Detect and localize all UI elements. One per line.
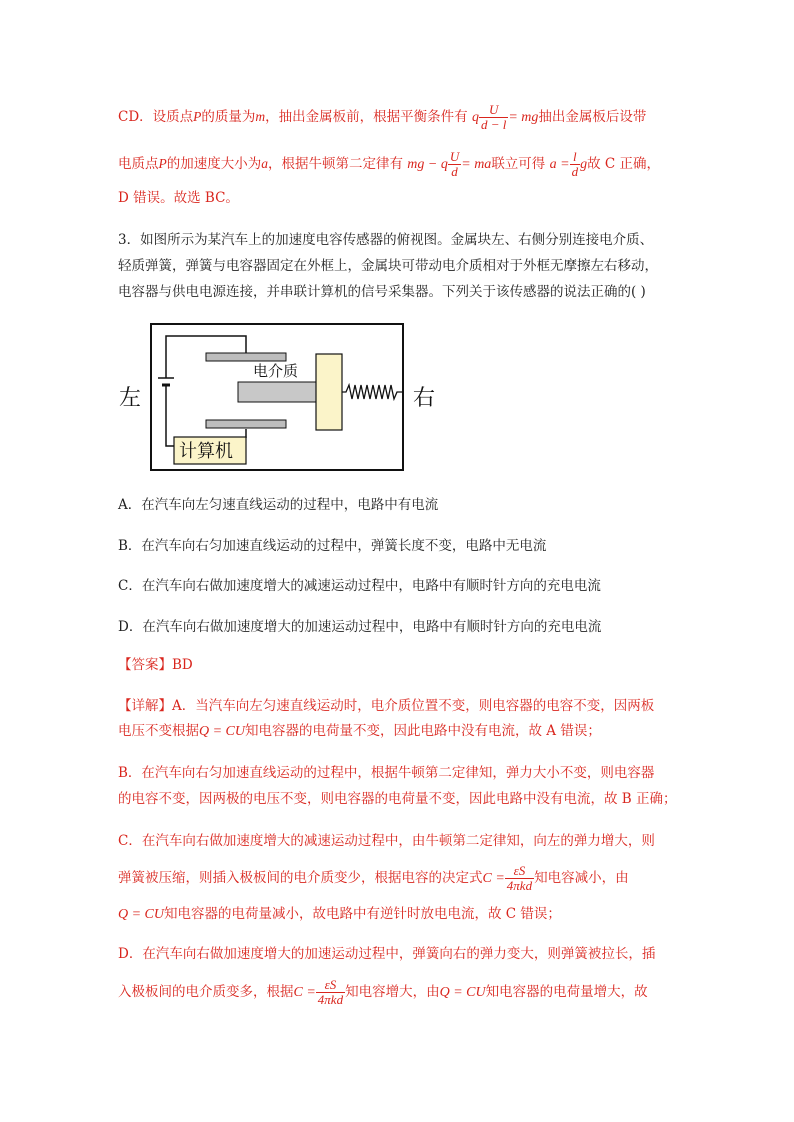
text: ，根据牛顿第二定律有	[268, 156, 403, 172]
numerator: U	[479, 103, 508, 118]
var-P: P	[193, 109, 202, 124]
numerator: U	[449, 149, 460, 164]
detail-d-line-1: D．在汽车向右做加速度增大的加速运动过程中，弹簧向右的弹力变大，则弹簧被拉长，插	[118, 946, 656, 962]
option-c: C．在汽车向右做加速度增大的减速运动过程中，电路中有顺时针方向的充电电流	[118, 578, 601, 594]
text: 的质量为	[201, 109, 256, 125]
detail-c-line-2	[118, 864, 629, 893]
question-line-2: 轻质弹簧，弹簧与电容器固定在外框上，金属块可带动电介质相对于外框无摩擦左右移动，	[118, 258, 658, 274]
var-m: m	[255, 109, 266, 124]
option-d: D．在汽车向右做加速度增大的加速运动过程中，电路中有顺时针方向的充电电流	[118, 619, 602, 635]
lower-capacitor-plate	[206, 420, 286, 428]
denominator: d − l	[480, 117, 507, 132]
numerator: εS	[316, 978, 345, 993]
numerator: εS	[505, 864, 534, 879]
text: 弹簧被压缩，则插入极板间的电介质变少，根据电容的决定式	[118, 870, 483, 886]
denominator: 4πkd	[317, 992, 344, 1007]
cd-line-2	[118, 150, 660, 179]
equation-q-cu: Q = CU	[439, 985, 486, 1000]
computer-label: 计算机	[179, 441, 233, 462]
cd-line-3	[118, 188, 239, 208]
denominator: 4πkd	[506, 878, 533, 893]
text: 知电容器的电荷量减小，故电路中有逆针时放电电流，故 C 错误；	[164, 906, 561, 922]
equation-q-cu: Q = CU	[118, 907, 165, 922]
equation-part: mg − q	[407, 157, 448, 172]
equation-part: C =	[482, 871, 505, 886]
question-line-3: 电容器与供电电源连接，并串联计算机的信号采集器。下列关于该传感器的说法正确的( )	[118, 284, 646, 300]
text: 抽出金属板后设带	[538, 109, 647, 125]
equation-part: a =	[549, 157, 570, 172]
var-P: P	[158, 156, 167, 171]
text: 知电容器的电荷量增大，故	[485, 984, 648, 1000]
fraction-u-over-d-minus-l	[479, 103, 508, 132]
cd-line-1	[118, 103, 646, 132]
detail-d-line-2	[118, 978, 648, 1007]
var-q: q	[471, 110, 479, 125]
fraction-u-over-d	[448, 150, 461, 179]
text: 知电容减小，由	[534, 870, 629, 886]
dielectric-slab	[238, 382, 316, 402]
var-g: g	[580, 157, 588, 172]
text: CD．设质点	[118, 109, 194, 125]
capacitance-fraction	[316, 978, 345, 1007]
text: 入极板间的电介质变多，根据	[118, 984, 294, 1000]
equation-part: C =	[293, 985, 316, 1000]
text: 故 C 正确，	[587, 156, 660, 172]
circuit-wire-bottom	[166, 385, 174, 446]
text: 联立可得	[491, 156, 546, 172]
option-b: B．在汽车向右匀加速直线运动的过程中，弹簧长度不变，电路中无电流	[118, 538, 547, 554]
right-label: 右	[413, 386, 436, 411]
equation-part: = mg	[508, 110, 539, 125]
upper-capacitor-plate	[206, 353, 286, 361]
capacitance-fraction	[505, 864, 534, 893]
spring	[342, 385, 403, 399]
detail-a-line-2	[118, 721, 601, 742]
option-a: A．在汽车向左匀速直线运动的过程中，电路中有电流	[118, 497, 439, 513]
fraction-l-over-d	[570, 150, 581, 179]
text: 知电容器的电荷量不变，因此电路中没有电流，故 A 错误；	[245, 723, 601, 739]
detail-b-line-2: 的电容不变，因两极的电压不变，则电容器的电荷量不变，因此电路中没有电流，故 B 正确；	[118, 791, 677, 807]
denominator: d	[451, 164, 458, 179]
denominator: d	[571, 164, 579, 179]
text: ，抽出金属板前，根据平衡条件有	[265, 109, 468, 125]
equation-q-cu: Q = CU	[199, 724, 246, 739]
detail-c-line-3	[118, 904, 561, 925]
sensor-diagram	[0, 316, 794, 476]
question-line-1: 3．如图所示为某汽车上的加速度电容传感器的俯视图。金属块左、右侧分别连接电介质、	[118, 232, 654, 248]
text: 知电容增大，由	[345, 984, 440, 1000]
text: 电压不变根据	[118, 723, 199, 739]
detail-a-line-1: 【详解】A．当汽车向左匀速直线运动时，电介质位置不变，则电容器的电容不变，因两板	[118, 698, 655, 714]
metal-block	[316, 354, 342, 430]
var-a: a	[261, 156, 268, 171]
detail-c-line-1: C．在汽车向右做加速度增大的减速运动过程中，由牛顿第二定律知，向左的弹力增大，则	[118, 833, 655, 849]
equation-part: = ma	[461, 157, 492, 172]
text: 电质点	[118, 156, 159, 172]
text: 的加速度大小为	[166, 156, 262, 172]
left-label: 左	[119, 386, 142, 411]
text: D 错误。故选 BC。	[118, 190, 239, 206]
answer: 【答案】BD	[118, 657, 193, 673]
dielectric-label: 电介质	[253, 362, 299, 380]
detail-b-line-1: B．在汽车向右匀加速直线运动的过程中，根据牛顿第二定律知，弹力大小不变，则电容器	[118, 765, 655, 781]
numerator: l	[570, 150, 581, 165]
